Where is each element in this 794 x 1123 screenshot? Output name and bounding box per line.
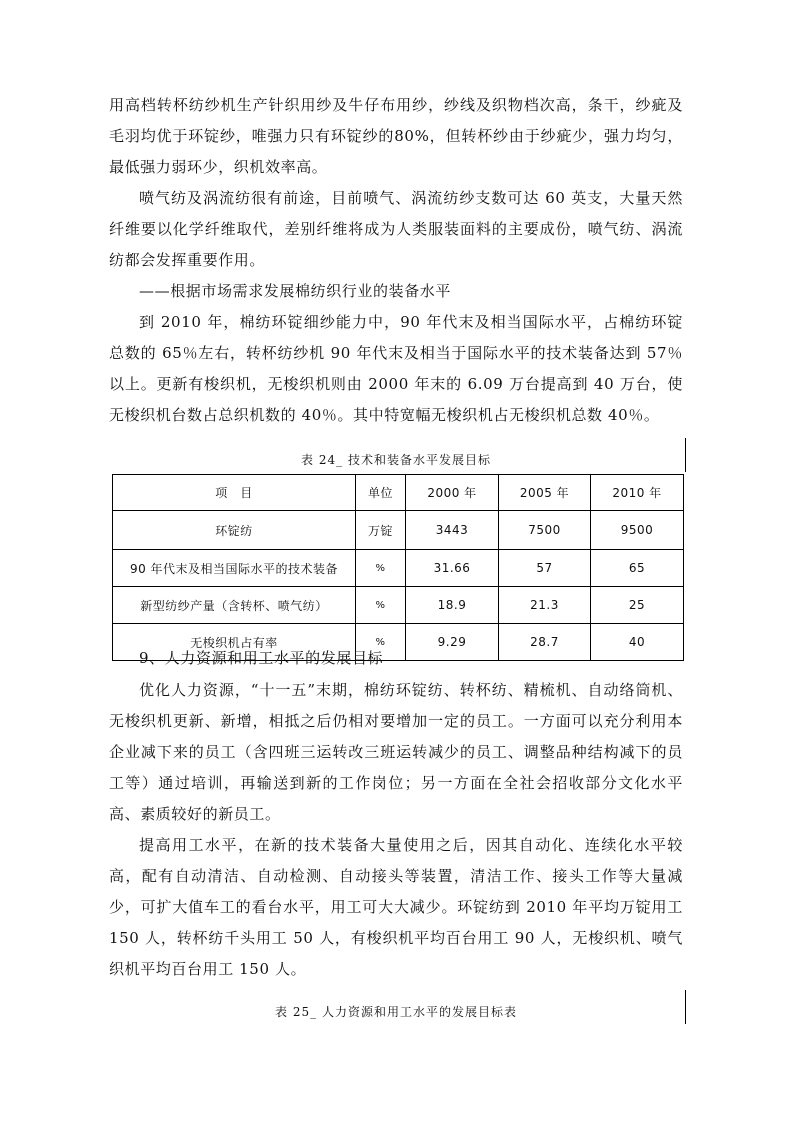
cell-item: 无梭织机占有率 xyxy=(113,624,356,661)
cell-2005: 7500 xyxy=(499,511,591,550)
table-header-row xyxy=(113,475,684,511)
cell-2000: 3443 xyxy=(406,511,499,550)
cell-unit: 万锭 xyxy=(356,511,406,550)
table24-caption: 表 24_ 技术和装备水平发展目标 xyxy=(301,453,491,467)
cell-2005: 21.3 xyxy=(499,587,591,624)
section-heading-9: 9、人力资源和用工水平的发展目标 xyxy=(139,649,384,667)
cell-item: 环锭纺 xyxy=(113,511,356,550)
cell-2000: 18.9 xyxy=(406,587,499,624)
cell-2005: 28.7 xyxy=(499,624,591,661)
paragraph-subheading-equipment: ——根据市场需求发展棉纺织行业的装备水平 xyxy=(139,282,452,300)
header-2005: 2005 年 xyxy=(499,475,591,511)
paragraph-equipment-targets: 到 2010 年，棉纺环锭细纱能力中，90 年代末及相当国际水平，占棉纺环锭总数的 65％左右，转杯纺纱机 90 年代末及相当于国际水平的技术装备达到 57％以上。更新有梭织机，无梭织机则由 2000 年末的 6.09 万台提高到 40 万台，使无梭织机台数占总织机数的 40％。其中特宽幅无梭织机占无梭织机总数 40％。 xyxy=(109,313,683,424)
cell-2010: 25 xyxy=(591,587,684,624)
cell-2000: 9.29 xyxy=(406,624,499,661)
margin-line xyxy=(685,990,686,1024)
paragraph-air-jet-spinning: 喷气纺及涡流纺很有前途，目前喷气、涡流纺纱支数可达 60 英支，大量天然纤维要以化学纤维取代，差别纤维将成为人类服装面料的主要成份，喷气纺、涡流纺都会发挥重要作用。 xyxy=(109,189,683,269)
table25-caption: 表 25_ 人力资源和用工水平的发展目标表 xyxy=(275,1005,517,1019)
header-2000: 2000 年 xyxy=(406,475,499,511)
cell-2010: 9500 xyxy=(591,511,684,550)
cell-unit: % xyxy=(356,550,406,587)
table-row xyxy=(113,587,684,624)
table-row xyxy=(113,511,684,550)
cell-unit: % xyxy=(356,624,406,661)
cell-2010: 65 xyxy=(591,550,684,587)
header-item: 项 目 xyxy=(113,475,356,511)
table-row xyxy=(113,550,684,587)
header-2010: 2010 年 xyxy=(591,475,684,511)
cell-item: 90 年代末及相当国际水平的技术装备 xyxy=(113,550,356,587)
paragraph-human-resources: 优化人力资源，“十一五”末期，棉纺环锭纺、转杯纺、精梳机、自动络筒机、无梭织机更新、新增，相抵之后仍相对要增加一定的员工。一方面可以充分利用本企业减下来的员工（含四班三运转改三班运转减少的员工、调整品种结构减下的员工等）通过培训，再输送到新的工作岗位；另一方面在全社会招收部分文化水平高、素质较好的新员工。 xyxy=(109,681,683,823)
margin-line xyxy=(685,438,686,472)
paragraph-rotor-spinning: 用高档转杯纺纱机生产针织用纱及牛仔布用纱，纱线及织物档次高，条干，纱疵及毛羽均优于环锭纱，唯强力只有环锭纱的80%，但转杯纱由于纱疵少，强力均匀，最低强力弱环少，织机效率高。 xyxy=(109,96,683,176)
cell-2010: 40 xyxy=(591,624,684,661)
cell-item: 新型纺纱产量（含转杯、喷气纺） xyxy=(113,587,356,624)
cell-2000: 31.66 xyxy=(406,550,499,587)
header-unit: 单位 xyxy=(356,475,406,511)
paragraph-labor-levels: 提高用工水平，在新的技术装备大量使用之后，因其自动化、连续化水平较高，配有自动清洁、自动检测、自动接头等装置，清洁工作、接头工作等大量减少，可扩大值车工的看台水平，用工可大大减少。环锭纺到 2010 年平均万锭用工 150 人，转杯纺千头用工 50 人，有梭织机平均百台用工 90 人，无梭织机、喷气织机平均百台用工 150 人。 xyxy=(109,836,683,978)
table24 xyxy=(112,474,683,661)
cell-unit: % xyxy=(356,587,406,624)
cell-2005: 57 xyxy=(499,550,591,587)
